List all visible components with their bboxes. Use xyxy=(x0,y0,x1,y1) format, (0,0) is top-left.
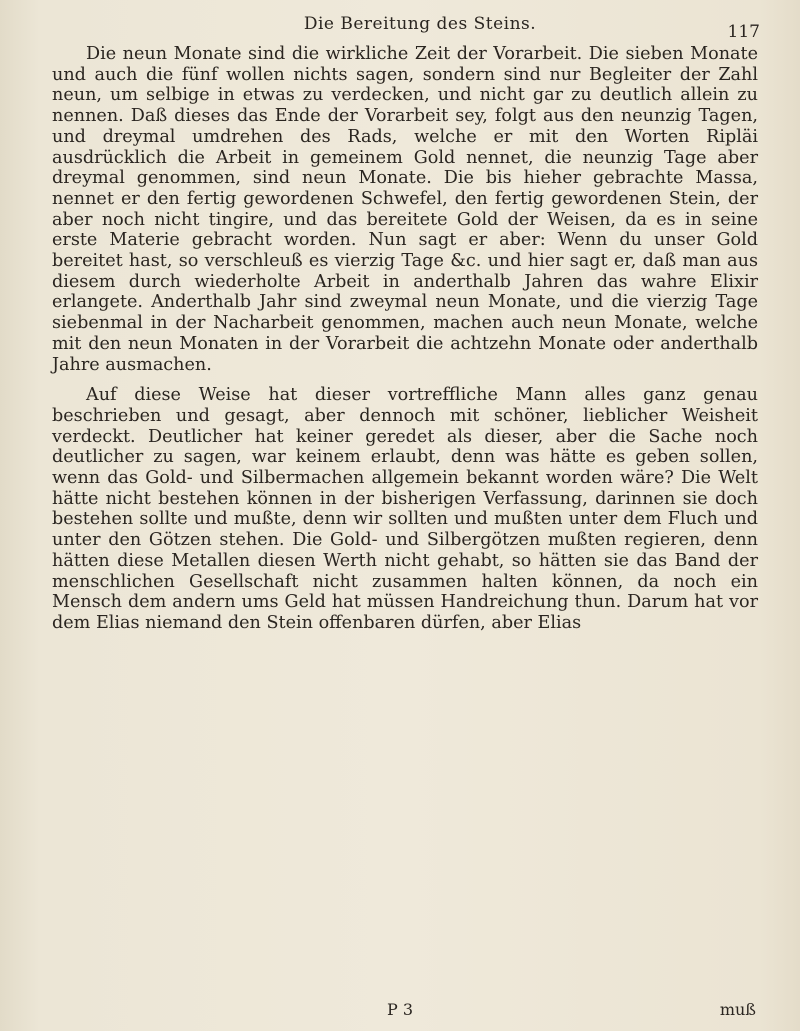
body-text xyxy=(52,44,758,634)
running-title: Die Bereitung des Steins. xyxy=(303,14,537,34)
page-footer xyxy=(0,1000,800,1024)
paragraph-2: Auf diese Weise hat dieser vortreffliche Mann alles ganz genau beschrieben und gesagt, aber dennoch mit schöner, lieblicher Weisheit verdeckt. Deutlicher hat keiner geredet als dieser, aber die Sache noch deutlicher zu sagen, war keinem erlaubt, denn was hätte es geben sollen, wenn das Gold- und Silbermachen allgemein bekannt worden wäre? Die Welt hätte nicht bestehen können in der bisherigen Verfassung, darinnen sie doch bestehen sollte und mußte, denn wir sollten und mußten unter dem Fluch und unter den Götzen stehen. Die Gold- und Silbergötzen mußten regieren, denn hätten diese Metallen diesen Werth nicht gehabt, so hätten sie das Band der menschlichen Gesellschaft nicht zusammen halten können, da noch ein Mensch dem andern ums Geld hat müssen Handreichung thun. Darum hat vor dem Elias niemand den Stein offenbaren dürfen, aber Elias xyxy=(52,385,758,633)
running-head xyxy=(0,10,800,40)
page-number: 117 xyxy=(727,22,760,42)
paragraph-1: Die neun Monate sind die wirkliche Zeit der Vorarbeit. Die sieben Monate und auch die fünf wollen nichts sagen, sondern sind nur Begleiter der Zahl neun, um selbige in etwas zu verdecken, und nicht gar zu deutlich allein zu nennen. Daß dieses das Ende der Vorarbeit sey, folgt aus den neunzig Tagen, und dreymal umdrehen des Rads, welche er mit den Worten Ripläi ausdrücklich die Arbeit in gemeinem Gold nennet, die neunzig Tage aber dreymal genommen, sind neun Monate. Die bis hieher gebrachte Massa, nennet er den fertig gewordenen Schwefel, den fertig gewordenen Stein, der aber noch nicht tingire, und das bereitete Gold der Weisen, da es in seine erste Materie gebracht worden. Nun sagt er aber: Wenn du unser Gold bereitet hast, so verschleuß es vierzig Tage &c. und hier sagt er, daß man aus diesem durch wiederholte Arbeit in anderthalb Jahren das wahre Elixir erlangete. Anderthalb Jahr sind zweymal neun Monate, und die vierzig Tage siebenmal in der Nacharbeit genommen, machen auch neun Monate, welche mit den neun Monaten in der Vorarbeit die achtzehn Monate oder anderthalb Jahre ausmachen. xyxy=(52,44,758,375)
signature-mark: P 3 xyxy=(386,1000,414,1019)
catchword: muß xyxy=(719,1000,756,1019)
